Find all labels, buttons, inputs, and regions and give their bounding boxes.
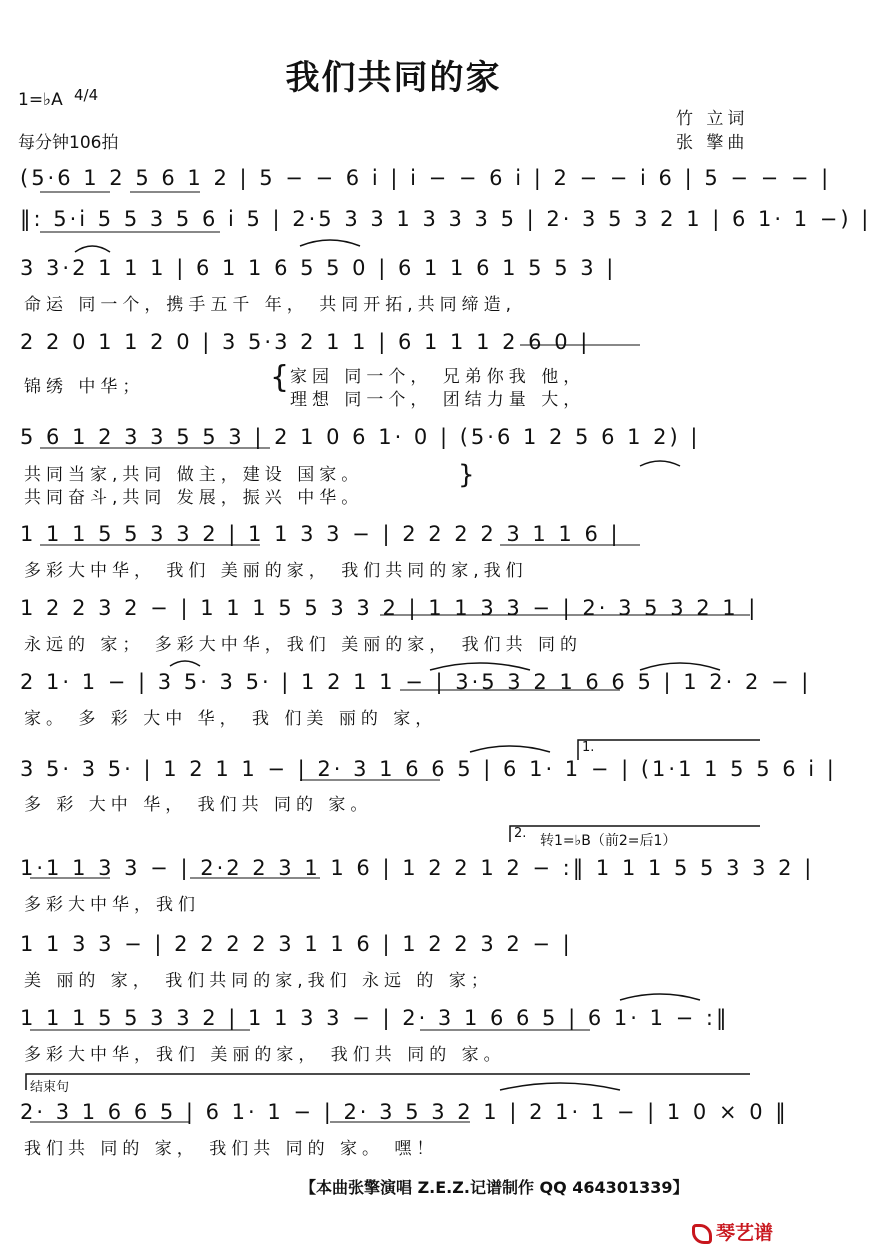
composer-credit: 张 擎曲 (676, 133, 749, 153)
watermark-logo (692, 1218, 773, 1245)
lyric-row-5: 多彩大中华， 我们 美丽的家， 我们共同的家,我们 (24, 561, 528, 581)
slur (75, 246, 110, 252)
time-signature: 4/4 (74, 86, 99, 104)
lyric-row-4: 共同奋斗,共同 发展，振兴 中华。 (24, 488, 364, 508)
qin-logo-icon (692, 1224, 712, 1244)
staff-row-9: 3 5· 3 5· | 1 2 1 1 − | 2· 3 1 6 6 5 | 6 1· 1 − | (1·1 1 5 5 6 i | (20, 757, 837, 781)
staff-row-6: 1 1 1 5 5 3 3 2 | 1 1 3 3 − | 2 2 2 2 3 1 1 6 | (20, 522, 621, 546)
modulation-marking: 转1=♭B（前2=后1） (540, 833, 677, 849)
lyric-row-6: 永远的 家； 多彩大中华，我们 美丽的家， 我们共 同的 (24, 635, 583, 655)
verse-lyric-2: 理想 同一个， 团结力量 大， (290, 390, 586, 410)
staff-row-1: (5·6 1 2 5 6 1 2 | 5 − − 6 i | i − − 6 i | 2 − − i 6 | 5 − − − | (20, 166, 832, 190)
staff-row-5: 5 6 1 2 3 3 5 5 3 | 2 1 0 6 1· 0 | (5·6 1 2 5 6 1 2) | (20, 425, 701, 449)
footer-credit: 【本曲张擎演唱 Z.E.Z.记谱制作 QQ 464301339】 (300, 1178, 689, 1197)
staff-row-3: 3 3·2 1 1 1 | 6 1 1 6 5 5 0 | 6 1 1 6 1 5 5 3 | (20, 256, 617, 280)
slur (620, 994, 700, 1000)
slur (500, 1083, 620, 1090)
lyric-row-3: 共同当家,共同 做主，建设 国家。 (24, 465, 364, 485)
lyric-row-11: 多彩大中华，我们 美丽的家， 我们共 同的 家。 (24, 1045, 506, 1065)
slur (430, 663, 530, 670)
song-title: 我们共同的家 (285, 58, 502, 98)
watermark-text: 琴艺谱 (715, 1222, 773, 1244)
staff-row-10: 1·1 1 3 3 − | 2·2 2 3 1 1 6 | 1 2 2 1 2 − :‖ 1 1 1 5 5 3 3 2 | (20, 856, 815, 880)
verse-lyric-1: 家园 同一个， 兄弟你我 他， (290, 367, 586, 387)
slur (170, 661, 200, 666)
volta-2-label: 2. (514, 826, 527, 841)
slur (640, 461, 680, 466)
lyric-row-2: 锦绣 中华； (24, 377, 145, 397)
staff-row-11: 1 1 3 3 − | 2 2 2 2 3 1 1 6 | 1 2 2 3 2 − | (20, 932, 573, 956)
ending-bracket (26, 1074, 750, 1090)
staff-row-4: 2 2 0 1 1 2 0 | 3 5·3 2 1 1 | 6 1 1 1 2 6 0 | (20, 330, 591, 354)
staff-row-2: ‖: 5·i 5 5 3 5 6 i 5 | 2·5 3 3 1 3 3 3 5 | 2· 3 5 3 2 1 | 6 1· 1 −) | (20, 207, 871, 231)
lyric-row-8: 多 彩 大中 华， 我们共 同的 家。 (24, 795, 373, 815)
tempo-marking: 每分钟106拍 (18, 133, 119, 153)
key-signature: 1=♭A (18, 90, 63, 110)
staff-row-13: 2· 3 1 6 6 5 | 6 1· 1 − | 2· 3 5 3 2 1 | 2 1· 1 − | 1 0 × 0 ‖ (20, 1100, 789, 1124)
lyric-row-7: 家。 多 彩 大中 华， 我 们美 丽的 家， (24, 709, 438, 729)
slur (300, 240, 360, 246)
lyricist-credit: 竹 立词 (676, 109, 749, 129)
verse-brace: { (270, 360, 290, 395)
lyric-row-9: 多彩大中华，我们 (24, 895, 200, 915)
ending-label: 结束句 (30, 1080, 70, 1095)
lyric-row-1: 命运 同一个，携手五千 年， 共同开拓,共同缔造, (24, 295, 517, 315)
lyric-row-12: 我们共 同的 家， 我们共 同的 家。 嘿！ (24, 1139, 439, 1159)
slur (640, 663, 720, 670)
chorus-brace: } (458, 460, 475, 490)
volta-1-label: 1. (582, 740, 595, 755)
staff-row-7: 1 2 2 3 2 − | 1 1 1 5 5 3 3 2 | 1 1 3 3 − | 2· 3 5 3 2 1 | (20, 596, 759, 620)
staff-row-8: 2 1· 1 − | 3 5· 3 5· | 1 2 1 1 − | 3·5 3 2 1 6 6 5 | 1 2· 2 − | (20, 670, 812, 694)
staff-row-12: 1 1 1 5 5 3 3 2 | 1 1 3 3 − | 2· 3 1 6 6 5 | 6 1· 1 − :‖ (20, 1006, 730, 1030)
lyric-row-10: 美 丽的 家， 我们共同的家,我们 永远 的 家； (24, 971, 493, 991)
slur (470, 746, 550, 752)
